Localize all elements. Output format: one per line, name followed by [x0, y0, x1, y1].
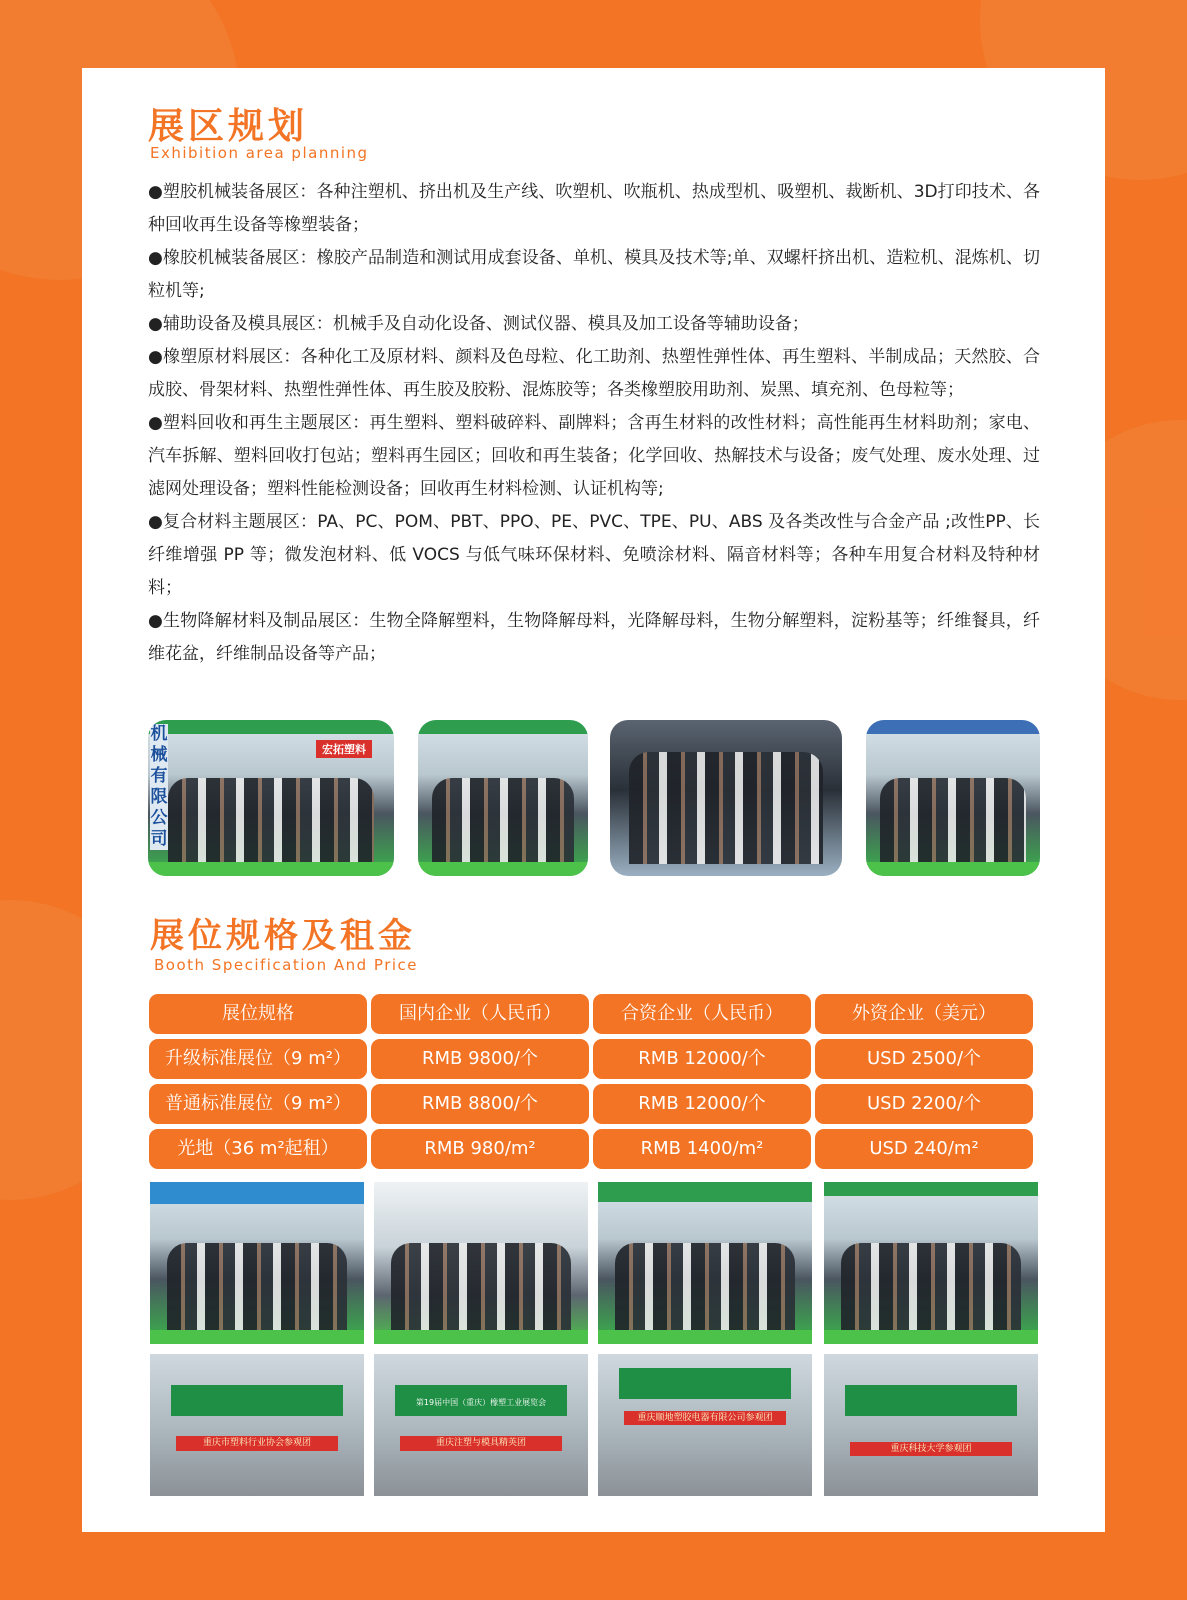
booth-title: 展位规格及租金 [150, 916, 416, 956]
group-photo [824, 1354, 1038, 1496]
zone-item: ●辅助设备及模具展区：机械手及自动化设备、测试仪器、模具及加工设备等辅助设备； [148, 314, 809, 334]
zone-item: ●复合材料主题展区：PA、PC、POM、PBT、PPO、PE、PVC、TPE、PU、ABS 及各类改性与合金产品 ;改性PP、长纤维增强 PP 等；微发泡材料、低 VOCS 与低气味环保材料、免喷涂材料、隔音材料等；各种车用复合材料及特种材料； [148, 512, 1040, 598]
group-banner-text: 重庆科技大学参观团 [890, 1444, 972, 1455]
zone-item: ●橡塑原材料展区：各种化工及原材料、颜料及色母粒、化工助剂、热塑性弹性体、再生塑料、半制成品；天然胶、合成胶、骨架材料、热塑性弹性体、再生胶及胶粉、混炼胶等；各类橡塑胶用助剂、炭黑、填充剂、色母粒等； [148, 347, 1040, 400]
table-cell: USD 2200/个 [815, 1084, 1033, 1124]
zone-item: ●塑胶机械装备展区：各种注塑机、挤出机及生产线、吹塑机、吹瓶机、热成型机、吸塑机、裁断机、3D打印技术、各种回收再生设备等橡塑装备； [148, 182, 1040, 235]
table-header: 合资企业（人民币） [593, 994, 811, 1034]
booth-photo [374, 1182, 588, 1344]
group-banner-text: 重庆顺地塑胶电器有限公司参观团 [637, 1412, 773, 1423]
table-cell: RMB 980/m² [371, 1129, 589, 1169]
table-header: 展位规格 [149, 994, 367, 1034]
table-cell: USD 240/m² [815, 1129, 1033, 1169]
table-cell: RMB 9800/个 [371, 1039, 589, 1079]
exhibition-photo-row [148, 720, 1040, 876]
group-banner-text: 重庆市塑料行业协会参观团 [202, 1438, 311, 1449]
table-cell: USD 2500/个 [815, 1039, 1033, 1079]
table-header: 外资企业（美元） [815, 994, 1033, 1034]
table-cell: RMB 8800/个 [371, 1084, 589, 1124]
table-cell: 升级标准展位（9 m²） [149, 1039, 367, 1079]
table-cell: RMB 12000/个 [593, 1084, 811, 1124]
booth-sign-vertical: 机械有限公司 [150, 724, 168, 849]
booth-subtitle: Booth Specification And Price [154, 956, 419, 974]
booth-photo [150, 1182, 364, 1344]
stage-sign-text: 第19届中国（重庆）橡塑工业展览会 [415, 1397, 547, 1407]
content-card [82, 68, 1105, 1532]
group-photo [598, 1354, 812, 1496]
zone-list [148, 176, 1040, 671]
exhibition-photo [610, 720, 842, 876]
table-cell: RMB 1400/m² [593, 1129, 811, 1169]
exhibition-photo [148, 720, 394, 876]
zone-item: ●橡胶机械装备展区：橡胶产品制造和测试用成套设备、单机、模具及技术等;单、双螺杆挤出机、造粒机、混炼机、切粒机等; [148, 248, 1040, 301]
exhibition-photo [866, 720, 1040, 876]
table-cell: RMB 12000/个 [593, 1039, 811, 1079]
group-banner-text: 重庆注塑与模具精英团 [435, 1438, 526, 1449]
zone-item: ●塑料回收和再生主题展区：再生塑料、塑料破碎料、副牌料；含再生材料的改性材料；高性能再生材料助剂；家电、汽车拆解、塑料回收打包站；塑料再生园区；回收和再生装备；化学回收、热解技术与设备；废气处理、废水处理、过滤网处理设备；塑料性能检测设备；回收再生材料检测、认证机构等; [148, 413, 1040, 499]
exhibition-photo [418, 720, 588, 876]
group-photo [150, 1354, 364, 1496]
table-cell: 普通标准展位（9 m²） [149, 1084, 367, 1124]
exhibition-area-subtitle: Exhibition area planning [150, 144, 369, 162]
booth-photo-row [150, 1182, 1038, 1344]
zone-item: ●生物降解材料及制品展区：生物全降解塑料，生物降解母料，光降解母料，生物分解塑料，淀粉基等；纤维餐具，纤维花盆，纤维制品设备等产品； [148, 611, 1040, 664]
booth-sign: 宏拓塑料 [316, 740, 372, 758]
booth-photo [824, 1182, 1038, 1344]
group-photo [374, 1354, 588, 1496]
table-cell: 光地（36 m²起租） [149, 1129, 367, 1169]
table-header: 国内企业（人民币） [371, 994, 589, 1034]
price-table [149, 994, 1033, 1169]
booth-photo [598, 1182, 812, 1344]
exhibition-area-title: 展区规划 [148, 106, 309, 147]
group-photo-row [150, 1354, 1038, 1496]
